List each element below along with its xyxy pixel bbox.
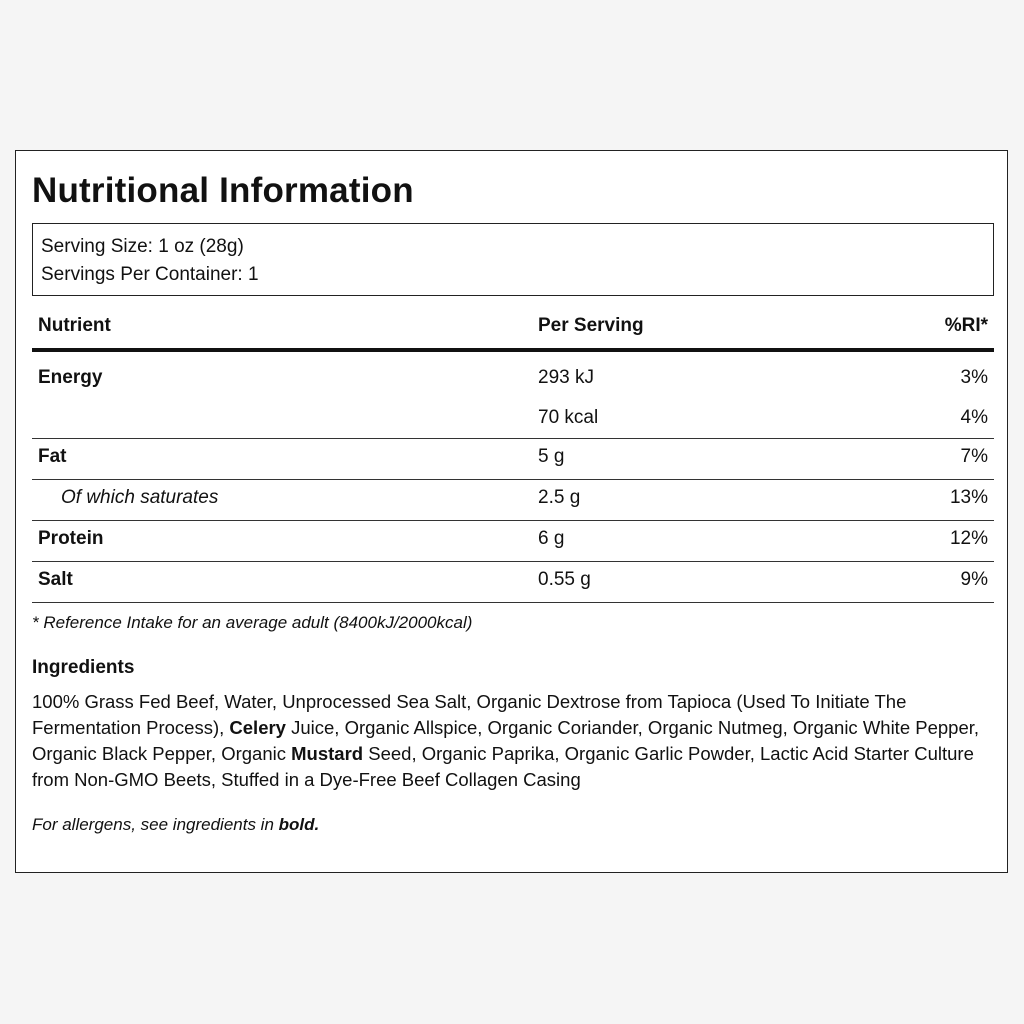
energy-kcal-ri: 4%	[960, 407, 988, 428]
nutrient-amount: 5 g	[538, 446, 565, 467]
reference-intake-footnote: * Reference Intake for an average adult (8400kJ/2000kcal)	[32, 613, 473, 632]
table-header-row	[32, 308, 994, 352]
ingredients-list	[32, 689, 982, 793]
ingredients-heading: Ingredients	[32, 657, 135, 678]
header-per-serving: Per Serving	[538, 315, 644, 336]
table-row-salt	[32, 562, 994, 603]
servings-per-container: Servings Per Container: 1	[41, 264, 259, 285]
nutrient-amount: 2.5 g	[538, 487, 581, 508]
nutrient-name: Fat	[38, 446, 67, 467]
nutrient-name: Of which saturates	[61, 487, 219, 508]
nutrient-amount: 6 g	[538, 528, 565, 549]
ingredients-text: Seed, Organic Paprika, Organic Garlic Powder, Lactic Acid Starter Culture from Non-GMO Beets, Stuffed in a Dye-Free Beef Collagen Casing	[32, 743, 974, 790]
nutrient-name: Salt	[38, 569, 73, 590]
allergen-note	[32, 815, 319, 835]
header-nutrient: Nutrient	[38, 315, 111, 336]
nutrient-ri: 9%	[960, 569, 988, 590]
nutrition-label-panel	[15, 150, 1008, 873]
nutrient-name: Protein	[38, 528, 104, 549]
energy-kj-amount: 293 kJ	[538, 367, 594, 388]
nutrient-ri: 7%	[960, 446, 988, 467]
allergen-note-text: For allergens, see ingredients in	[32, 815, 279, 834]
header-ri: %RI*	[944, 315, 988, 336]
table-row-protein	[32, 521, 994, 562]
table-row-saturates	[32, 480, 994, 521]
table-row-energy	[32, 352, 994, 439]
serving-info-box	[32, 223, 994, 296]
nutrient-ri: 13%	[949, 487, 988, 508]
page-title: Nutritional Information	[32, 171, 414, 210]
ingredients-text: 100% Grass Fed Beef, Water, Unprocessed Sea Salt, Organic Dextrose from Tapioca (Used To Initiate The Fermentation Process),	[32, 691, 907, 738]
serving-size: Serving Size: 1 oz (28g)	[41, 236, 244, 257]
energy-kcal-amount: 70 kcal	[538, 407, 599, 428]
nutrient-ri: 12%	[949, 528, 988, 549]
nutrition-table	[32, 308, 994, 603]
table-row-fat	[32, 439, 994, 480]
allergen-mustard: Mustard	[291, 743, 364, 764]
energy-kj-ri: 3%	[960, 367, 988, 388]
ingredients-text: Juice, Organic Allspice, Organic Coriander, Organic Nutmeg, Organic White Pepper, Organic Black Pepper, Organic	[32, 717, 980, 764]
nutrient-name: Energy	[38, 367, 103, 388]
nutrient-amount: 0.55 g	[538, 569, 591, 590]
allergen-celery: Celery	[229, 717, 286, 738]
allergen-note-bold: bold.	[278, 815, 320, 834]
